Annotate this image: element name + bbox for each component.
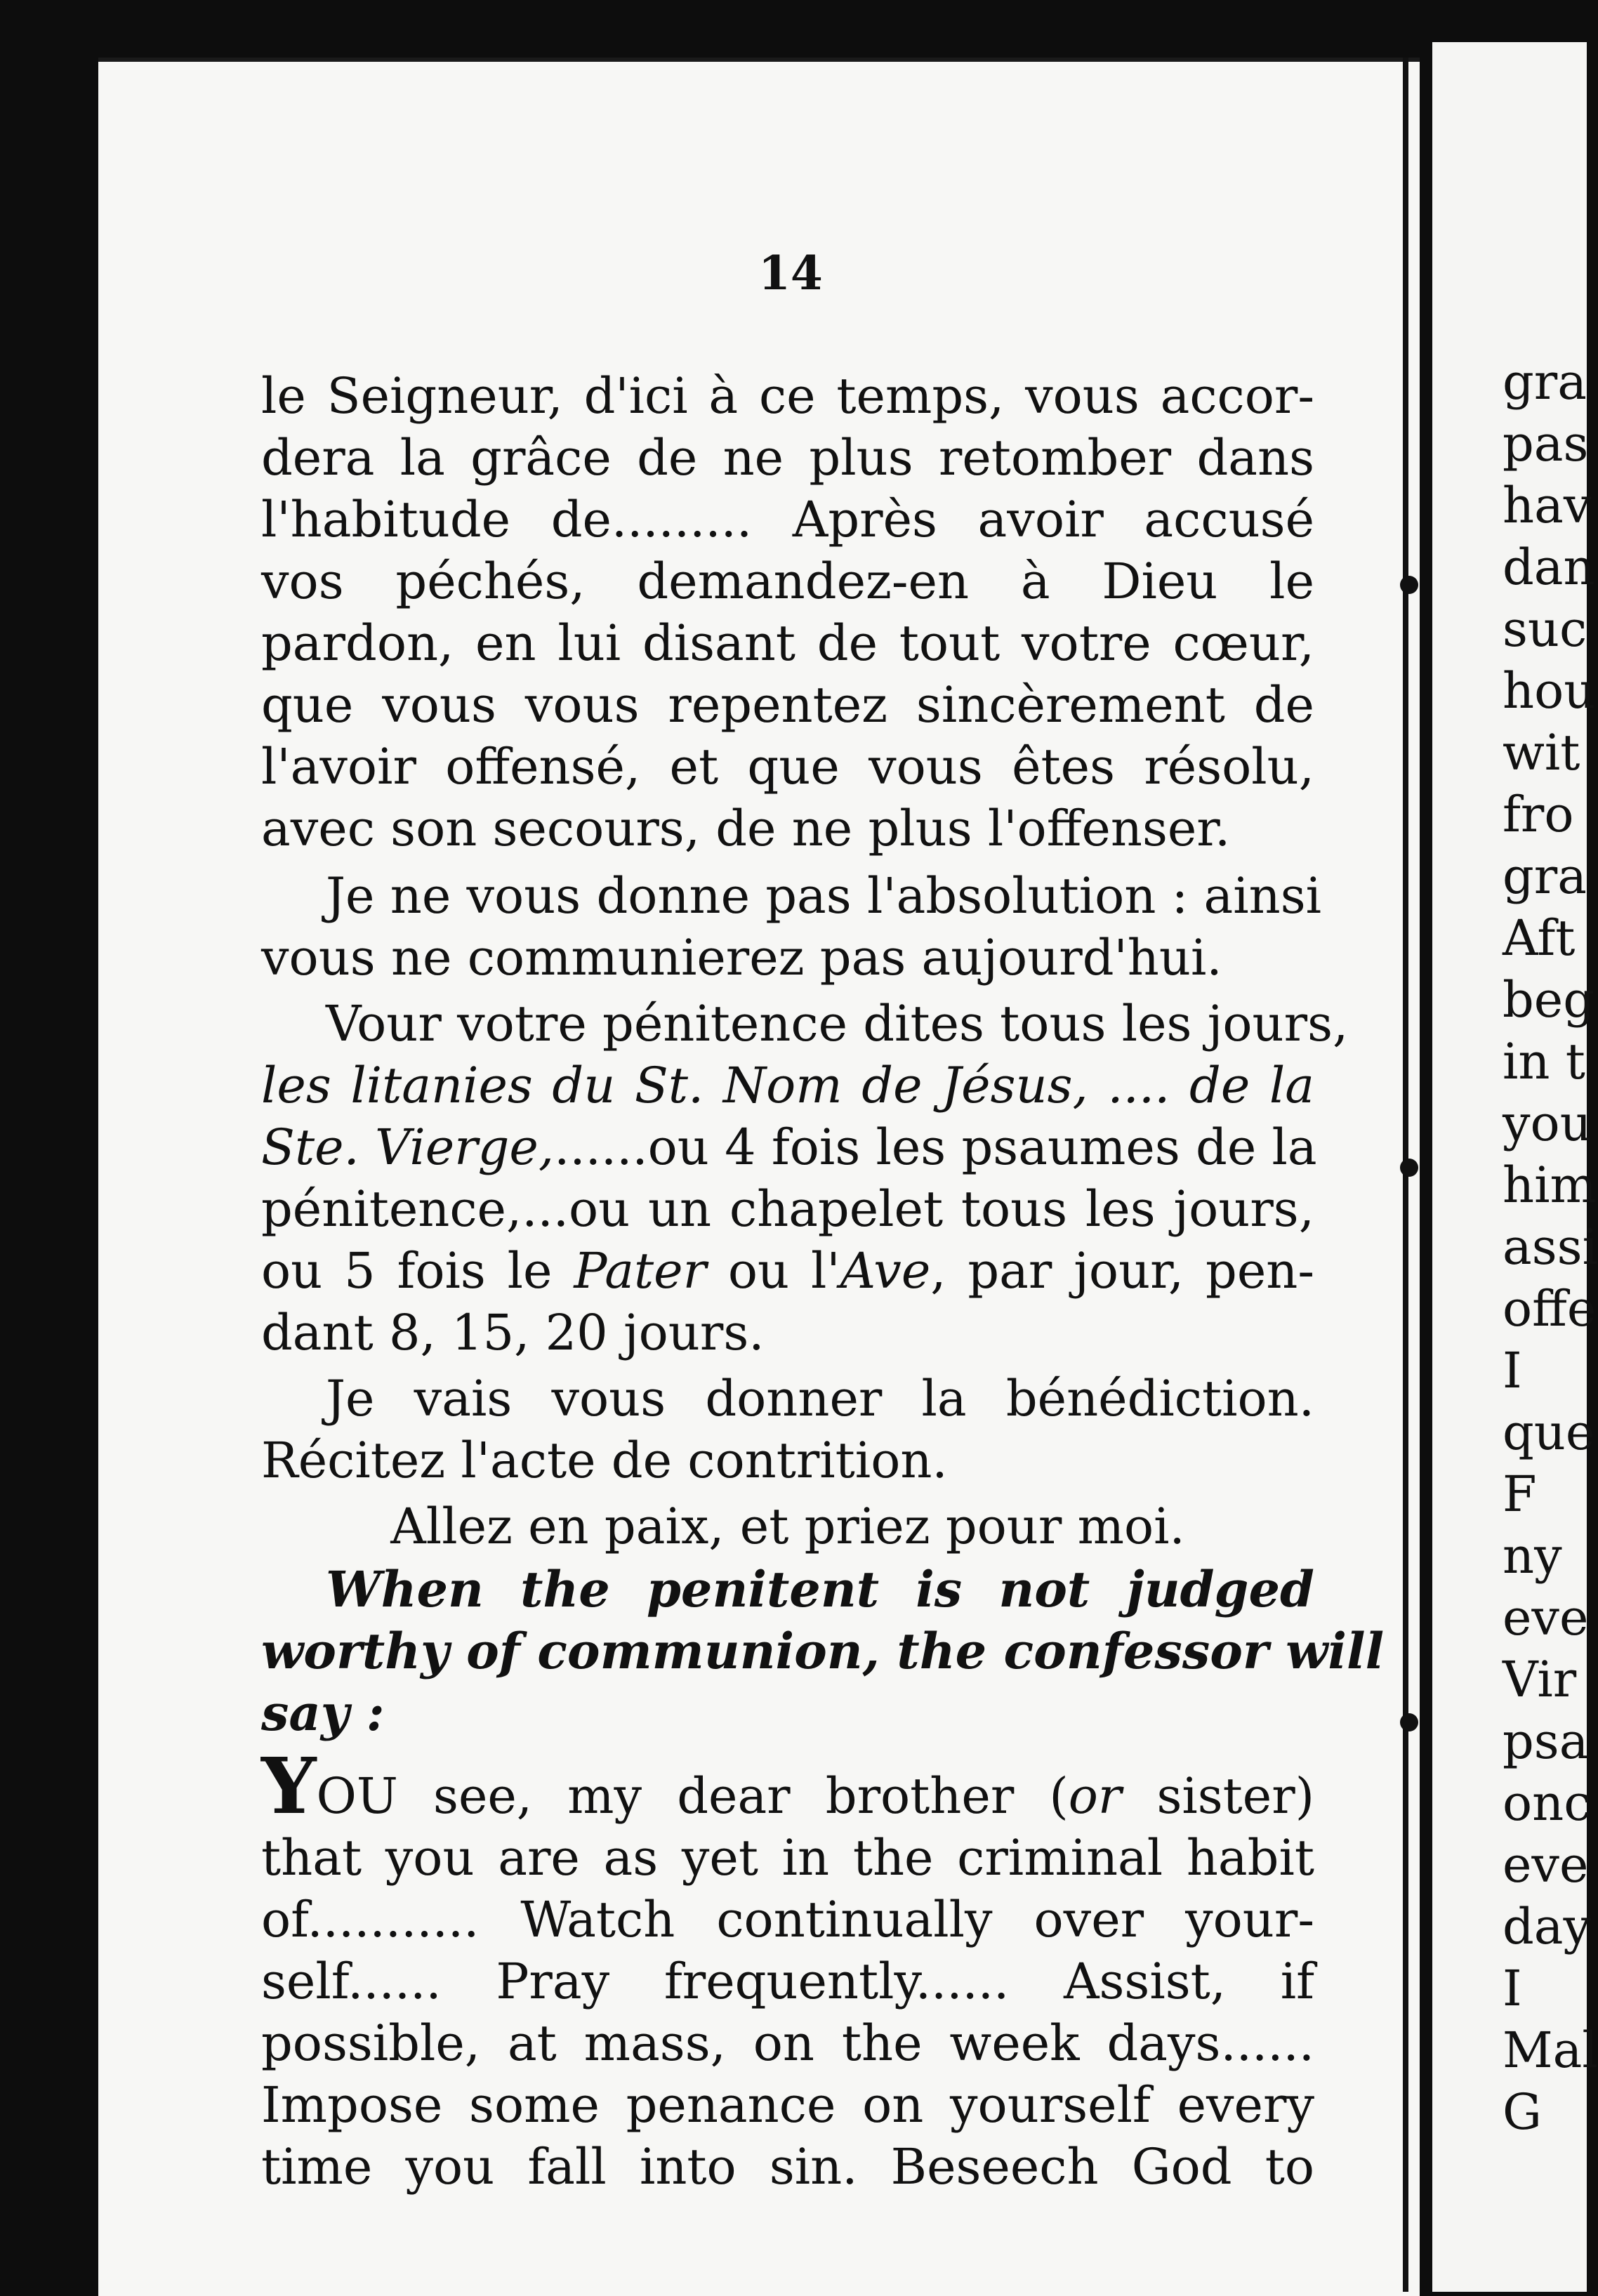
text-line: self...... Pray frequently...... Assist, if — [261, 1953, 1314, 2010]
right-page-fragment: pas — [1503, 415, 1589, 473]
right-page-fragment: Aft — [1503, 909, 1576, 967]
right-page-fragment: assi — [1503, 1218, 1598, 1276]
text-line: pénitence,...ou un chapelet tous les jours, — [261, 1180, 1314, 1238]
text-line: Allez en paix, et priez pour moi. — [390, 1498, 1185, 1555]
text-line: Je ne vous donne pas l'absolution : ainsi — [326, 867, 1322, 925]
text-line: dant 8, 15, 20 jours. — [261, 1304, 765, 1361]
rubric-instruction — [261, 1559, 1385, 1744]
right-page-fragment: day — [1503, 1898, 1592, 1955]
right-page-fragment: onc — [1503, 1774, 1592, 1832]
text-line — [261, 1116, 1317, 1178]
text-line: Je vais vous donner la bénédiction. — [326, 1370, 1314, 1427]
text-run: OU see, my dear brother ( — [316, 1767, 1069, 1825]
right-page-text-fragments — [1503, 351, 1598, 2143]
text-line: avec son secours, de ne plus l'offenser. — [261, 800, 1231, 857]
right-page-fragment: I — [1503, 1342, 1522, 1399]
right-page-fragment: in t — [1503, 1033, 1585, 1090]
binding-stitch — [1400, 1159, 1418, 1177]
text-line: vos péchés, demandez-en à Dieu le — [261, 553, 1314, 610]
pater-word: Pater — [574, 1242, 707, 1300]
text-line: pardon, en lui disant de tout votre cœur, — [261, 614, 1314, 672]
right-page-fragment: I — [1503, 1960, 1522, 2017]
litany-ellipsis: .... de la — [1088, 1057, 1314, 1114]
right-page-fragment: offe — [1503, 1280, 1597, 1338]
right-page-fragment: F — [1503, 1465, 1537, 1523]
text-line: Récitez l'acte de contrition. — [261, 1432, 948, 1489]
ave-word: Ave — [840, 1242, 931, 1300]
french-paragraph-benediction — [261, 1368, 1314, 1491]
text-line: time you fall into sin. Beseech God to — [261, 2138, 1314, 2196]
right-page-fragment: que — [1503, 1404, 1595, 1461]
right-page-fragment: hav — [1503, 477, 1592, 534]
text-line: that you are as yet in the criminal habit — [261, 1829, 1314, 1887]
right-page-fragment: Mal — [1503, 2021, 1598, 2079]
right-page-fragment: him — [1503, 1156, 1597, 1214]
right-page-fragment: beg — [1503, 971, 1595, 1029]
text-line — [261, 1055, 1314, 1116]
right-page-fragment: Vir — [1503, 1651, 1577, 1708]
english-paragraph — [261, 1741, 1315, 2198]
text-line: possible, at mass, on the week days...... — [261, 2014, 1314, 2072]
text-line: dera la grâce de ne plus retomber dans — [261, 429, 1314, 487]
text-run-italic: or — [1068, 1767, 1122, 1825]
right-page-fragment: psa — [1503, 1713, 1589, 1770]
text-line: l'avoir offensé, et que vous êtes résolu, — [261, 738, 1314, 796]
right-page-fragment: fro — [1503, 786, 1574, 843]
text-line: say : — [261, 1684, 385, 1742]
text-line: worthy of communion, the confessor will — [261, 1622, 1385, 1680]
right-page-fragment: eve — [1503, 1589, 1589, 1647]
binding-stitch — [1400, 576, 1418, 594]
text-line — [261, 1240, 1314, 1302]
french-paragraph-1 — [261, 365, 1314, 859]
text-line: of........... Watch continually over your- — [261, 1891, 1314, 1948]
text-line: Impose some penance on yourself every — [261, 2076, 1314, 2134]
farewell-line — [261, 1496, 1314, 1557]
text-line: l'habitude de......... Après avoir accusé — [261, 491, 1314, 548]
french-paragraph-absolution — [261, 865, 1322, 989]
text-line: que vous vous repentez sincèrement de — [261, 676, 1314, 734]
right-page-fragment: G — [1503, 2083, 1542, 2141]
text-line — [261, 1741, 1315, 1831]
text-run: , par jour, pen- — [930, 1242, 1314, 1300]
text-run: ......ou 4 fois les psaumes de la — [554, 1119, 1317, 1176]
text-line: le Seigneur, d'ici à ce temps, vous accor- — [261, 367, 1314, 425]
right-page-fragment: hou — [1503, 662, 1596, 720]
virgin-title: Ste. Vierge, — [261, 1119, 555, 1176]
french-paragraph-penance — [261, 993, 1349, 1364]
text-line: vous ne communierez pas aujourd'hui. — [261, 929, 1222, 987]
text-run: ou l' — [706, 1242, 840, 1300]
text-run: sister) — [1121, 1767, 1315, 1825]
page-number: 14 — [758, 246, 823, 301]
drop-cap: Y — [261, 1741, 317, 1831]
text-line: When the penitent is not judged — [326, 1560, 1314, 1618]
right-page-fragment: wit — [1503, 724, 1580, 781]
right-page-fragment: ny — [1503, 1527, 1562, 1585]
binding-stitch — [1400, 1713, 1418, 1731]
right-page-fragment: gra — [1503, 353, 1587, 411]
text-line: Vour votre pénitence dites tous les jours, — [326, 995, 1349, 1053]
litany-title: les litanies du St. Nom de Jésus, — [261, 1057, 1088, 1114]
text-run: ou 5 fois le — [261, 1242, 574, 1300]
right-page-fragment: suc — [1503, 600, 1587, 658]
right-page-fragment: gra — [1503, 847, 1587, 905]
right-page-fragment: eve — [1503, 1836, 1589, 1894]
right-page-fragment: dan — [1503, 539, 1595, 596]
right-page-fragment: you — [1503, 1095, 1592, 1152]
